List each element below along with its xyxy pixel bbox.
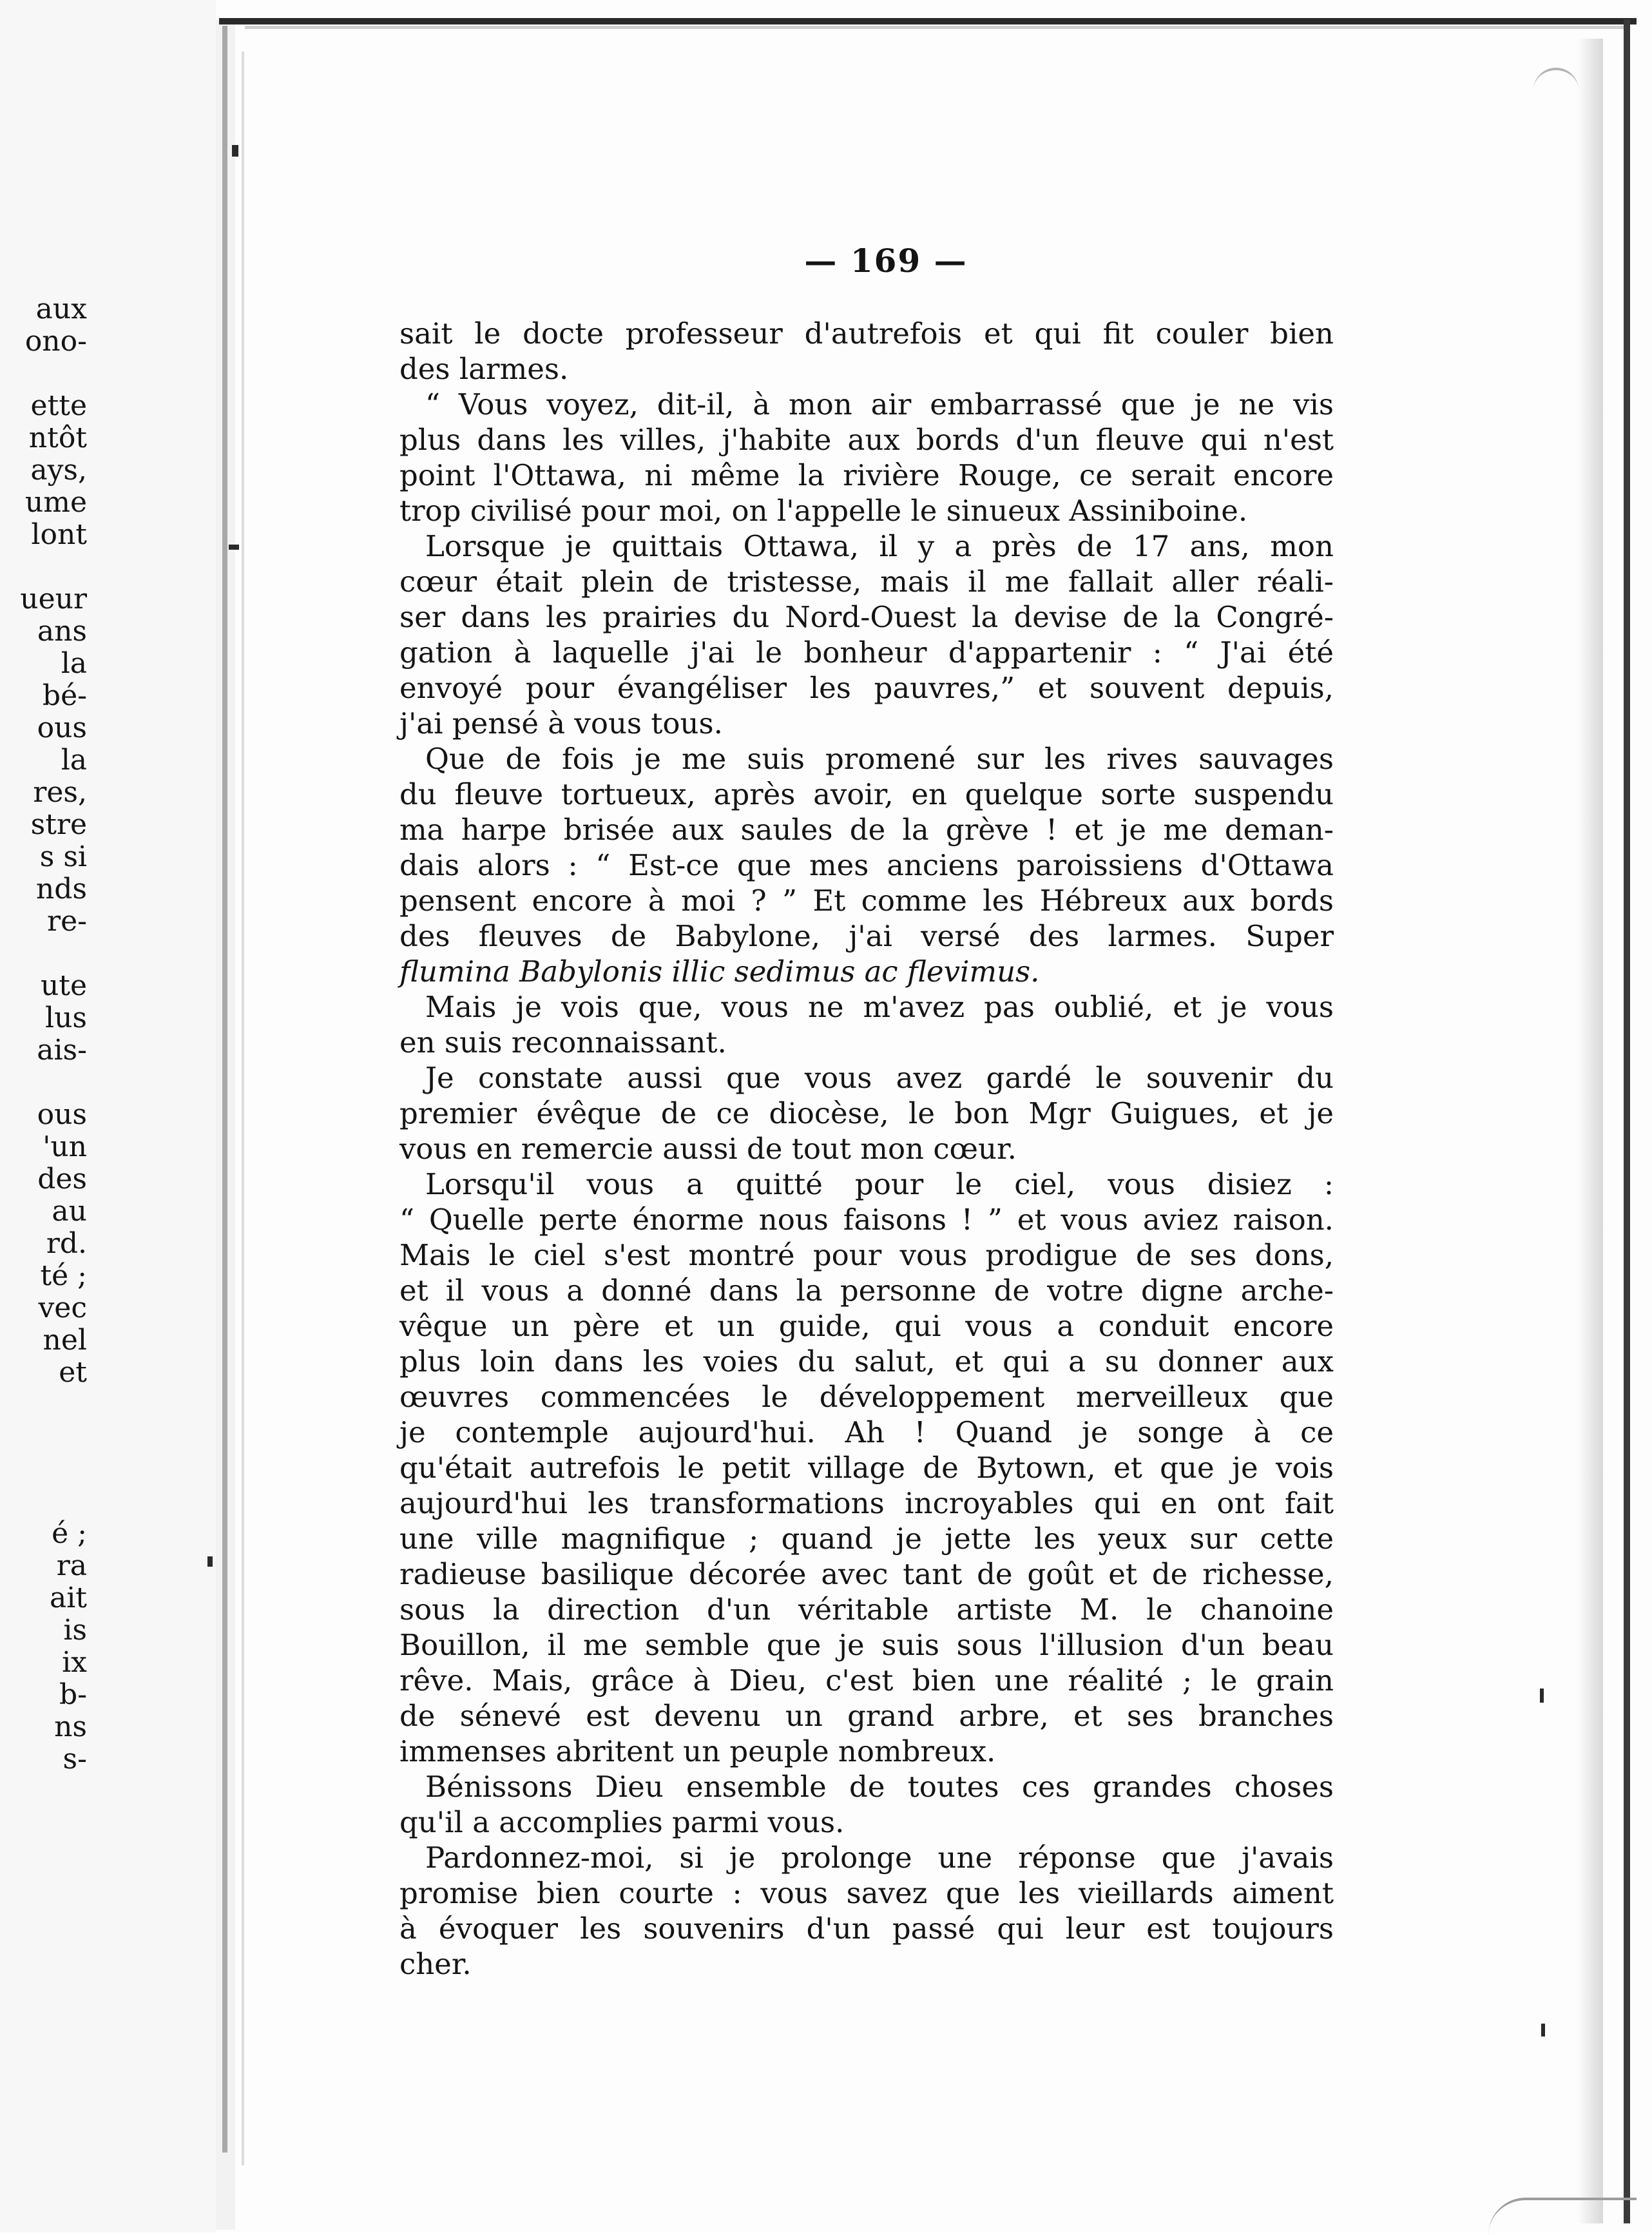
scan-speck xyxy=(232,145,238,157)
paragraph xyxy=(399,316,1334,387)
page-top-edge xyxy=(219,18,1637,24)
left-page-fragment: té ; xyxy=(40,1260,87,1292)
left-page-fragment: b- xyxy=(59,1679,87,1711)
page-top-shadow xyxy=(245,26,1630,29)
left-page-fragment: aux xyxy=(35,293,87,325)
gutter-shadow-line xyxy=(222,26,227,2153)
text-line: premier évêque de ce diocèse, le bon Mgr Guigues, et je xyxy=(399,1096,1334,1130)
left-page-fragment xyxy=(0,938,87,970)
text-line: Mais je vois que, vous ne m'avez pas oublié, et je vous xyxy=(425,990,1334,1024)
left-page-fragment: lont xyxy=(31,519,87,551)
scan-artifact xyxy=(1533,68,1579,96)
left-page-fragment xyxy=(0,358,87,390)
paragraph xyxy=(399,387,1334,528)
left-page-fragment: stre xyxy=(30,809,87,841)
left-page-fragment: ette xyxy=(30,390,87,422)
left-page-fragment xyxy=(0,1485,87,1518)
left-page-fragment: la xyxy=(61,648,87,680)
left-page-fragment: ays, xyxy=(30,454,87,487)
text-line: rêve. Mais, grâce à Dieu, c'est bien une réalité ; le grain xyxy=(399,1663,1334,1698)
paragraph xyxy=(399,741,1334,989)
paragraph xyxy=(399,989,1334,1060)
text-line: plus loin dans les voies du salut, et qui a su donner aux xyxy=(399,1344,1334,1379)
left-page-fragment: et xyxy=(59,1357,87,1389)
left-page-fragment: ns xyxy=(54,1711,87,1743)
page-right-edge xyxy=(1624,19,1630,2223)
left-page-fragment: re- xyxy=(47,905,87,938)
text-line: qu'il a accomplies parmi vous. xyxy=(399,1805,845,1839)
paragraph xyxy=(399,1840,1334,1982)
text-line: Pardonnez-moi, si je prolonge une réponse que j'avais xyxy=(425,1841,1334,1875)
left-page-fragment: lus xyxy=(45,1002,87,1034)
text-line: gation à laquelle j'ai le bonheur d'appartenir : “ J'ai été xyxy=(399,635,1334,670)
left-page-fragment: des xyxy=(37,1163,87,1195)
left-page-fragment: ntôt xyxy=(28,422,87,454)
left-page-fragment: ais- xyxy=(37,1034,87,1067)
text-line: des larmes. xyxy=(399,352,569,386)
left-page-text-fragments xyxy=(0,293,87,1775)
page-corner-curl xyxy=(1488,2198,1637,2235)
text-line: aujourd'hui les transformations incroyables qui en ont fait xyxy=(399,1486,1334,1520)
scan-speck xyxy=(207,1556,213,1567)
text-line: Bénissons Dieu ensemble de toutes ces grandes choses xyxy=(425,1770,1334,1804)
text-line: ma harpe brisée aux saules de la grève ! et je me deman- xyxy=(399,813,1334,847)
left-page-fragment: nds xyxy=(35,873,87,905)
left-page-fragment xyxy=(0,551,87,583)
left-page-fragment: ait xyxy=(50,1582,87,1614)
scan-speck xyxy=(1540,1688,1544,1703)
left-page-fragment: s si xyxy=(39,841,87,873)
left-page-fragment: ous xyxy=(37,1099,87,1131)
text-line: dais alors : “ Est-ce que mes anciens paroissiens d'Ottawa xyxy=(399,848,1334,882)
text-line: Je constate aussi que vous avez gardé le souvenir du xyxy=(425,1061,1334,1095)
text-line: vous en remercie aussi de tout mon cœur. xyxy=(399,1132,1017,1166)
text-line: plus dans les villes, j'habite aux bords d'un fleuve qui n'est xyxy=(399,423,1334,457)
left-page-fragment xyxy=(0,1421,87,1453)
left-page-fragment: bé- xyxy=(42,680,87,712)
page-body xyxy=(399,316,1334,1982)
left-page-fragment: ans xyxy=(37,615,87,648)
text-line: Mais le ciel s'est montré pour vous prodigue de ses dons, xyxy=(399,1238,1334,1272)
text-line: radieuse basilique décorée avec tant de goût et de richesse, xyxy=(399,1557,1334,1591)
text-line: j'ai pensé à vous tous. xyxy=(399,706,723,740)
text-line: immenses abritent un peuple nombreux. xyxy=(399,1734,996,1768)
left-page-fragment: ueur xyxy=(20,583,87,615)
left-page-fragment xyxy=(0,1389,87,1421)
left-page-fragment: la xyxy=(61,744,87,777)
left-page-fragment: 'un xyxy=(43,1131,87,1163)
text-line: pensent encore à moi ? ” Et comme les Hébreux aux bords xyxy=(399,884,1334,918)
paragraph xyxy=(399,1769,1334,1840)
text-line: qu'était autrefois le petit village de Bytown, et que je vois xyxy=(399,1451,1334,1485)
book-page xyxy=(399,238,1334,1982)
text-line: Lorsque je quittais Ottawa, il y a près de 17 ans, mon xyxy=(425,529,1334,563)
left-page-fragment: rd. xyxy=(46,1228,87,1260)
text-line: ser dans les prairies du Nord-Ouest la devise de la Congré- xyxy=(399,600,1334,634)
left-page-fragment: ono- xyxy=(24,325,87,358)
text-line: œuvres commencées le développement merveilleux que xyxy=(399,1380,1334,1414)
text-line: une ville magnifique ; quand je jette les yeux sur cette xyxy=(399,1522,1334,1556)
text-line: en suis reconnaissant. xyxy=(399,1025,727,1059)
left-page-fragment xyxy=(0,1067,87,1099)
text-line: “ Quelle perte énorme nous faisons ! ” et vous aviez raison. xyxy=(399,1203,1334,1237)
left-page-fragment: é ; xyxy=(52,1518,87,1550)
text-line: sous la direction d'un véritable artiste M. le chanoine xyxy=(399,1592,1334,1627)
text-line: vêque un père et un guide, qui vous a conduit encore xyxy=(399,1309,1334,1343)
text-line: je contemple aujourd'hui. Ah ! Quand je songe à ce xyxy=(399,1415,1334,1449)
left-page-fragment: ute xyxy=(40,970,87,1002)
left-page-fragment: is xyxy=(63,1614,87,1647)
left-page-fragment: nel xyxy=(43,1324,87,1357)
gutter-fold-line xyxy=(242,52,244,2165)
text-line: à évoquer les souvenirs d'un passé qui leur est toujours xyxy=(399,1911,1334,1946)
text-line: Bouillon, il me semble que je suis sous l'illusion d'un beau xyxy=(399,1628,1334,1662)
paragraph xyxy=(399,1060,1334,1166)
text-line: de sénevé est devenu un grand arbre, et ses branches xyxy=(399,1699,1334,1733)
left-page-fragment: au xyxy=(52,1195,87,1228)
text-line: envoyé pour évangéliser les pauvres,” et souvent depuis, xyxy=(399,671,1334,705)
left-page-fragment: ume xyxy=(24,487,87,519)
text-line: sait le docte professeur d'autrefois et qui fit couler bien xyxy=(399,316,1334,351)
paragraph xyxy=(399,1166,1334,1769)
text-line: flumina Babylonis illic sedimus ac flevimus. xyxy=(399,954,1040,989)
text-line: du fleuve tortueux, après avoir, en quelque sorte suspendu xyxy=(399,777,1334,811)
scan-speck xyxy=(229,545,239,550)
left-page-fragment xyxy=(0,1453,87,1485)
text-line: promise bien courte : vous savez que les vieillards aiment xyxy=(399,1876,1334,1910)
left-page-fragment: vec xyxy=(38,1292,87,1324)
text-line: cher. xyxy=(399,1947,472,1981)
left-page-fragment: res, xyxy=(33,777,87,809)
left-page-fragment: s- xyxy=(62,1743,87,1775)
page-right-shadow xyxy=(1577,39,1603,2223)
text-line: trop civilisé pour moi, on l'appelle le sinueux Assiniboine. xyxy=(399,494,1248,528)
text-line: Que de fois je me suis promené sur les rives sauvages xyxy=(425,742,1334,776)
text-line: des fleuves de Babylone, j'ai versé des larmes. Super xyxy=(399,919,1334,953)
scan-speck xyxy=(1541,2024,1545,2037)
text-line: cœur était plein de tristesse, mais il me fallait aller réali- xyxy=(399,565,1334,599)
text-line: Lorsqu'il vous a quitté pour le ciel, vous disiez : xyxy=(425,1167,1334,1201)
text-line: et il vous a donné dans la personne de votre digne arche- xyxy=(399,1273,1334,1308)
text-line: “ Vous voyez, dit-il, à mon air embarrassé que je ne vis xyxy=(425,387,1334,421)
paragraph xyxy=(399,528,1334,741)
left-page-fragment: ous xyxy=(37,712,87,744)
page-number: — 169 — xyxy=(804,242,968,280)
left-page-fragment: ix xyxy=(62,1647,87,1679)
left-page-fragment: ra xyxy=(56,1550,87,1582)
text-line: point l'Ottawa, ni même la rivière Rouge, ce serait encore xyxy=(399,458,1334,492)
